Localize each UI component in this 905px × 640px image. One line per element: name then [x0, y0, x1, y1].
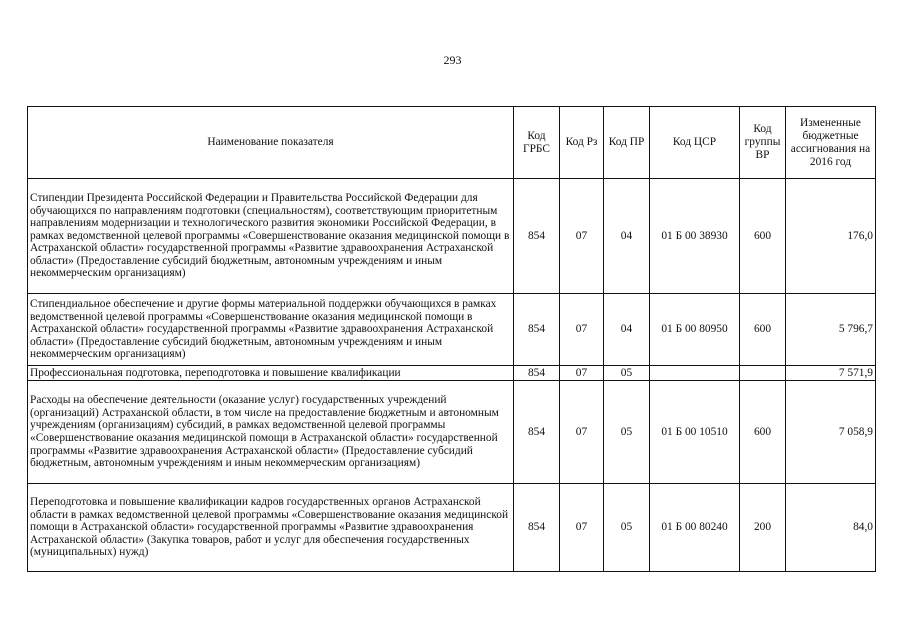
row-pr: 04 [604, 294, 650, 366]
row-grbs: 854 [514, 381, 560, 484]
row-pr: 04 [604, 179, 650, 294]
row-vr [740, 366, 786, 381]
row-amount: 176,0 [786, 179, 876, 294]
row-grbs: 854 [514, 484, 560, 572]
row-grbs: 854 [514, 366, 560, 381]
row-csr: 01 Б 00 38930 [650, 179, 740, 294]
table-row [28, 366, 876, 381]
table-row [28, 381, 876, 484]
row-amount: 5 796,7 [786, 294, 876, 366]
row-csr [650, 366, 740, 381]
row-rz: 07 [560, 366, 604, 381]
table-header-row [28, 107, 876, 179]
row-rz: 07 [560, 484, 604, 572]
row-name: Стипендии Президента Российской Федерации и Правительства Российской Федерации для обучающихся по направлениям подготовки (специальностям), соответствующим приоритетным направлениям модернизации и технологического развития экономики Российской Федерации, в рамках ведомственной целевой программы «Совершенствование оказания медицинской помощи в Астраханской области» государственной программы «Развитие здравоохранения Астраханской области» (Предоставление субсидий бюджетным, автономным учреждениям и иным некоммерческим организациям) [28, 179, 514, 294]
row-pr: 05 [604, 366, 650, 381]
row-name: Стипендиальное обеспечение и другие формы материальной поддержки обучающихся в рамках ведомственной целевой программы «Совершенствование оказания медицинской помощи в Астраханской области» государственной программы «Развитие здравоохранения Астраханской области» (Предоставление субсидий бюджетным, автономным учреждениям и иным некоммерческим организациям) [28, 294, 514, 366]
row-amount: 7 571,9 [786, 366, 876, 381]
row-rz: 07 [560, 294, 604, 366]
header-csr: Код ЦСР [650, 107, 740, 179]
row-rz: 07 [560, 381, 604, 484]
header-grbs: Код ГРБС [514, 107, 560, 179]
row-rz: 07 [560, 179, 604, 294]
header-pr: Код ПР [604, 107, 650, 179]
row-vr: 200 [740, 484, 786, 572]
row-vr: 600 [740, 179, 786, 294]
header-name: Наименование показателя [28, 107, 514, 179]
header-amount: Измененные бюджетные ассигнования на 2016 год [786, 107, 876, 179]
table-row [28, 294, 876, 366]
row-name: Расходы на обеспечение деятельности (оказание услуг) государственных учреждений (организаций) Астраханской области, в том числе на предоставление бюджетным и автономным учреждениям (организациям) субсидий, в рамках ведомственной целевой программы «Совершенствование оказания медицинской помощи в Астраханской области» государственной программы «Развитие здравоохранения Астраханской области» (Предоставление субсидий бюджетным, автономным учреждениям и иным некоммерческим организациям) [28, 381, 514, 484]
row-name: Переподготовка и повышение квалификации кадров государственных органов Астраханской области в рамках ведомственной целевой программы «Совершенствование оказания медицинской помощи в Астраханской области» государственной программы «Развитие здравоохранения Астраханской области» (Закупка товаров, работ и услуг для обеспечения государственных (муниципальных) нужд) [28, 484, 514, 572]
header-vr: Код группы ВР [740, 107, 786, 179]
row-name: Профессиональная подготовка, переподготовка и повышение квалификации [28, 366, 514, 381]
row-vr: 600 [740, 381, 786, 484]
row-amount: 84,0 [786, 484, 876, 572]
table-row [28, 179, 876, 294]
row-pr: 05 [604, 381, 650, 484]
row-amount: 7 058,9 [786, 381, 876, 484]
row-csr: 01 Б 00 80240 [650, 484, 740, 572]
table-row [28, 484, 876, 572]
row-csr: 01 Б 00 80950 [650, 294, 740, 366]
budget-table [27, 106, 876, 572]
row-grbs: 854 [514, 294, 560, 366]
header-rz: Код Рз [560, 107, 604, 179]
row-csr: 01 Б 00 10510 [650, 381, 740, 484]
row-vr: 600 [740, 294, 786, 366]
row-pr: 05 [604, 484, 650, 572]
row-grbs: 854 [514, 179, 560, 294]
page-number: 293 [443, 53, 462, 67]
